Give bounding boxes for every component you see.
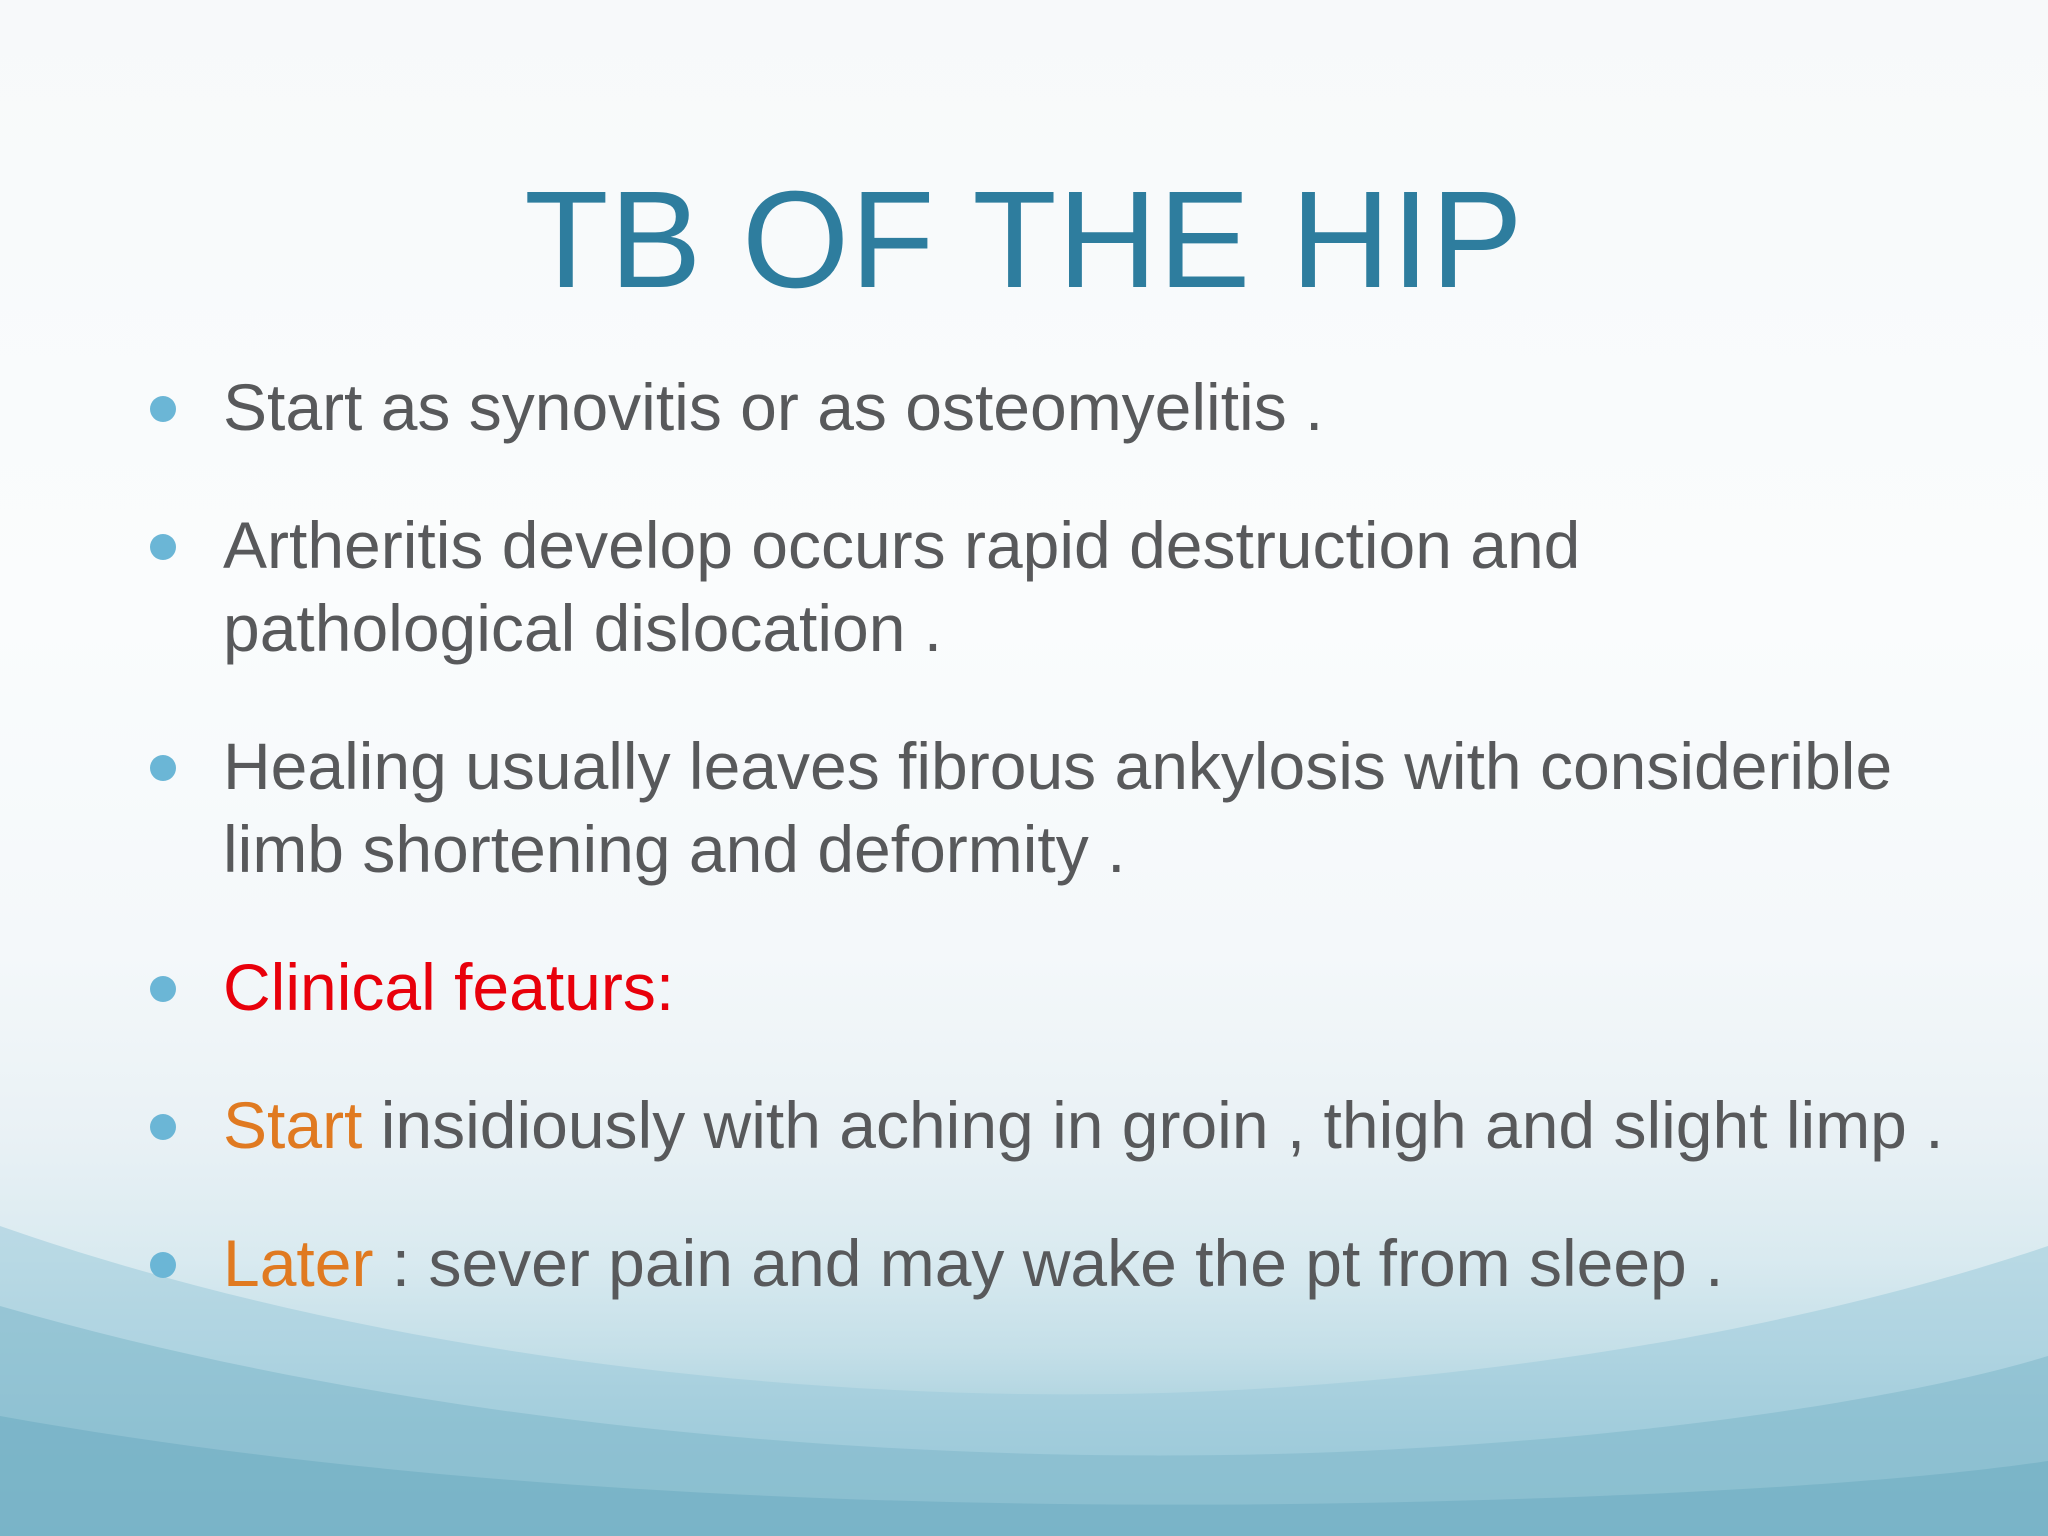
- clinical-features-heading: Clinical featurs:: [223, 950, 675, 1024]
- bullet-item: [146, 1084, 1946, 1167]
- bullet-text: Healing usually leaves fibrous ankylosis with considerible limb shortening and deformity .: [223, 729, 1893, 886]
- bullet-keyword: Later: [223, 1226, 374, 1300]
- bullet-item: [146, 1222, 1946, 1305]
- bullet-text: Artheritis develop occurs rapid destruction and pathological dislocation .: [223, 508, 1581, 665]
- bullet-list: [146, 366, 1946, 1360]
- bullet-dot-icon: [150, 534, 176, 560]
- bullet-dot-icon: [150, 1252, 176, 1278]
- bullet-text: insidiously with aching in groin , thigh and slight limp .: [362, 1088, 1944, 1162]
- bullet-dot-icon: [150, 1114, 176, 1140]
- bullet-dot-icon: [150, 755, 176, 781]
- bullet-item-clinical-heading: [146, 946, 1946, 1029]
- bullet-dot-icon: [150, 396, 176, 422]
- bullet-text: Start as synovitis or as osteomyelitis .: [223, 370, 1324, 444]
- bullet-item: [146, 504, 1946, 670]
- bullet-text: : sever pain and may wake the pt from sleep .: [373, 1226, 1724, 1300]
- bullet-item: [146, 366, 1946, 449]
- slide-title: TB OF THE HIP: [524, 163, 1524, 317]
- bullet-dot-icon: [150, 976, 176, 1002]
- bullet-item: [146, 725, 1946, 891]
- bullet-keyword: Start: [223, 1088, 363, 1162]
